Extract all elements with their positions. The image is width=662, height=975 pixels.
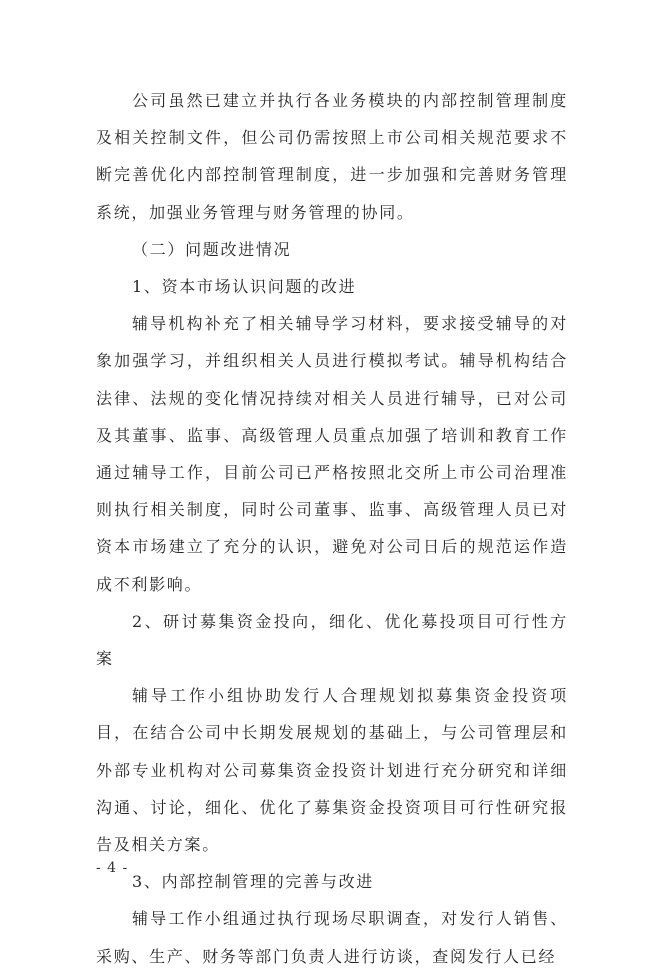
page-number: - 4 - xyxy=(96,860,129,876)
paragraph-internal-control-summary: 公司虽然已建立并执行各业务模块的内部控制管理制度及相关控制文件，但公司仍需按照上市公司相关规范要求不断完善优化内部控制管理制度，进一步加强和完善财务管理系统，加强业务管理与财务管理的协同。 xyxy=(96,91,568,222)
subheading-capital-market: 1、资本市场认识问题的改进 xyxy=(132,277,357,297)
section-heading-improvements: （二）问题改进情况 xyxy=(132,239,292,259)
subheading-internal-control: 3、内部控制管理的完善与改进 xyxy=(132,872,374,892)
paragraph-internal-control-review: 辅导工作小组通过执行现场尽职调查，对发行人销售、采购、生产、财务等部门负责人进行访谈，查阅发行人已经 xyxy=(96,909,568,966)
paragraph-fundraising: 辅导工作小组协助发行人合理规划拟募集资金投资项目，在结合公司中长期发展规划的基础上，与公司管理层和外部专业机构对公司募集资金投资计划进行充分研究和详细沟通、讨论，细化、优化了募集资金投资项目可行性研究报告及相关方案。 xyxy=(96,686,568,855)
document-body xyxy=(96,82,568,975)
subheading-fundraising: 2、研讨募集资金投向，细化、优化募投项目可行性方案 xyxy=(96,611,568,669)
paragraph-capital-market: 辅导机构补充了相关辅导学习材料，要求接受辅导的对象加强学习，并组织相关人员进行模拟考试。辅导机构结合法律、法规的变化情况持续对相关人员进行辅导，已对公司及其董事、监事、高级管理人员重点加强了培训和教育工作通过辅导工作，目前公司已严格按照北交所上市公司治理准则执行相关制度，同时公司董事、监事、高级管理人员已对资本市场建立了充分的认识，避免对公司日后的规范运作造成不利影响。 xyxy=(96,314,568,594)
